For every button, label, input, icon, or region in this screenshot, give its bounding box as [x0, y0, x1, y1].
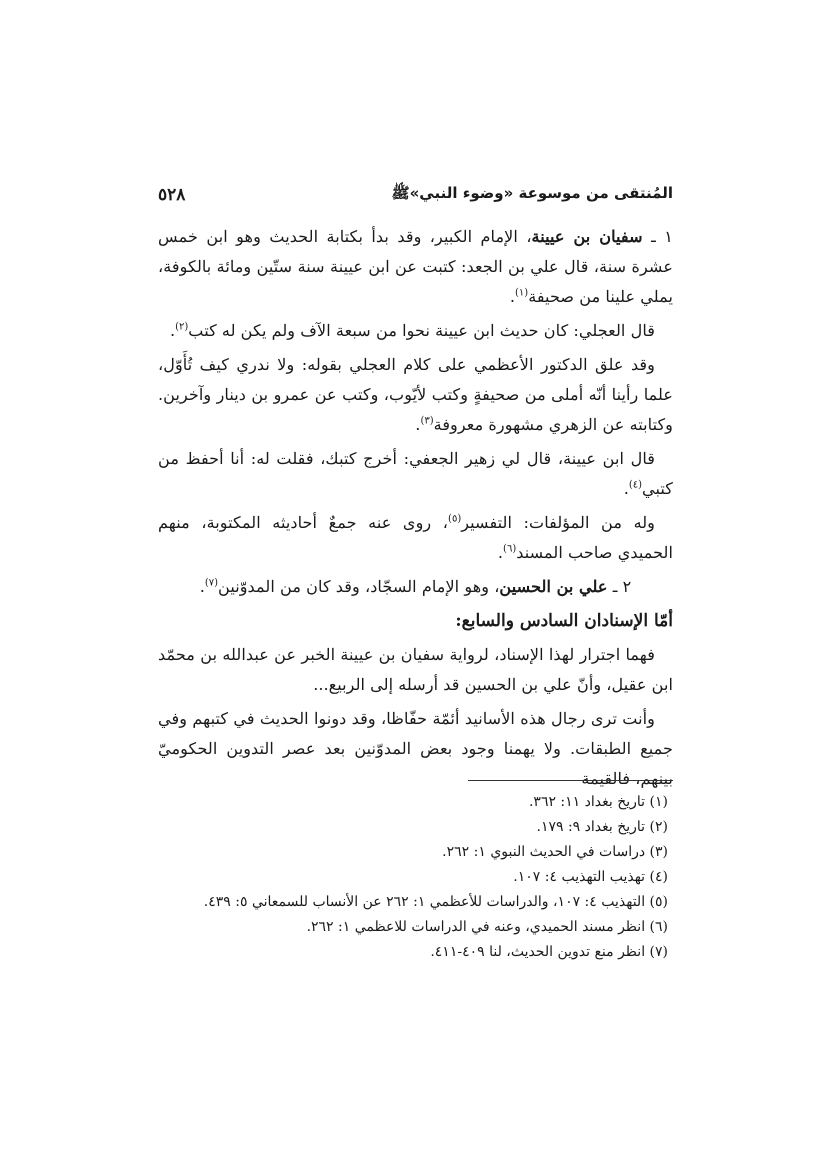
paragraph-text: ، وهو الإمام السجّاد، وقد كان من المدوّنين: [218, 577, 500, 596]
narrator-name: سفيان بن عيينة: [531, 227, 643, 246]
item-number: ٢ ـ: [612, 577, 632, 596]
paragraph-text: قال العجلي: كان حديث ابن عيينة نحوا من سبعة الآف ولم يكن له كتب: [188, 321, 655, 340]
footnote: (٦) انظر مسند الحميدي، وعنه في الدراسات للاعظمي ١: ٢٦٢.: [306, 919, 668, 935]
footnote: (٤) تهذيب التهذيب ٤: ١٠٧.: [513, 869, 668, 885]
running-title: المُنتقى من موسوعة «وضوء النبي»ﷺ: [391, 184, 673, 202]
paragraph-text: قال ابن عيينة، قال لي زهير الجعفي: أخرج كتبك، فقلت له: أنا أحفظ من كتبي: [158, 449, 673, 498]
paragraph-works: وله من المؤلفات: التفسير$^{(٥)}$، روى عنه جمعٌ أحاديثه المكتوبة، منهم الحميدي صاحب المسند$^{(٦)}$.: [158, 513, 673, 562]
footnote: (٢) تاريخ بغداد ٩: ١٧٩.: [536, 819, 668, 835]
paragraph-ijli: قال العجلي: كان حديث ابن عيينة نحوا من سبعة الآف ولم يكن له كتب$^{(٢)}$.: [169, 321, 655, 340]
footnote-ref[interactable]: (٢): [175, 321, 189, 333]
footnote: (٧) انظر منع تدوين الحديث، لنا ٤٠٩-٤١١.: [430, 944, 668, 960]
footnote-ref[interactable]: (٣): [420, 415, 434, 427]
footnotes: [158, 790, 668, 965]
paragraph-sufyan: ١ ـ سفيان بن عيينة، الإمام الكبير، وقد بدأ بكتابة الحديث وهو ابن خمس عشرة سنة، قال علي بن الجعد: كتبت عن ابن عيينة سنة ستّين ومائة بالكوفة، يملي علينا من صحيفة$^{(١)}$.: [158, 227, 673, 306]
footnote-ref[interactable]: (١): [515, 287, 529, 299]
footnote: (٥) التهذيب ٤: ١٠٧، والدراسات للأعظمي ١: ٢٦٢ عن الأنساب للسمعاني ٥: ٤٣٩.: [203, 894, 668, 910]
paragraph-ali: ٢ ـ علي بن الحسين، وهو الإمام السجّاد، وقد كان من المدوّنين$^{(٧)}$.: [199, 577, 632, 596]
paragraph-isnad: فهما اجترار لهذا الإسناد، لرواية سفيان بن عيينة الخبر عن عبدالله بن محمّد ابن عقيل، وأنّ علي بن الحسين قد أرسله إلى الربيع...: [158, 645, 673, 694]
footnote: (١) تاريخ بغداد ١١: ٣٦٢.: [528, 794, 668, 810]
paragraph-text: ، الإمام الكبير، وقد بدأ بكتابة الحديث وهو ابن خمس عشرة سنة، قال علي بن الجعد: كتبت عن ابن عيينة سنة ستّين ومائة بالكوفة، يملي علينا من صحيفة: [158, 227, 673, 306]
paragraph-text: وله من المؤلفات: التفسير: [461, 513, 655, 532]
section-heading: أمّا الإسنادان السادس والسابع:: [455, 611, 673, 631]
page-number: ٥٢٨: [158, 185, 186, 205]
footnote-ref[interactable]: (٥): [448, 513, 462, 525]
narrator-name: علي بن الحسين: [499, 577, 608, 596]
footnote: (٣) دراسات في الحديث النبوي ١: ٢٦٢.: [442, 844, 668, 860]
paragraph-zuhair: قال ابن عيينة، قال لي زهير الجعفي: أخرج كتبك، فقلت له: أنا أحفظ من كتبي$^{(٤)}$.: [158, 449, 673, 498]
footnote-ref[interactable]: (٤): [628, 479, 643, 491]
paragraph-text: وقد علق الدكتور الأعظمي على كلام العجلي بقوله: ولا ندري كيف تُأَوّل، علما رأينا أنّه أملى من صحيفةٍ وكتب لأيّوب، وكتب عن عمرو بن دينار وآخرين. وكتابته عن الزهري مشهورة معروفة: [158, 355, 673, 434]
paragraph-text: ، روى عنه جمعٌ أحاديثه المكتوبة، منهم الحميدي صاحب المسند: [158, 513, 673, 562]
footnote-divider: [468, 780, 673, 781]
main-text: [158, 222, 673, 798]
page-header: [158, 180, 673, 210]
paragraph-conclusion: وأنت ترى رجال هذه الأسانيد أئمّة حفّاظا، وقد دونوا الحديث في كتبهم وفي جميع الطبقات. ولا يهمنا وجود بعض المدوّنين بعد عصر التدوين الحكوميّ بينهم، فالقيمة: [158, 709, 673, 788]
item-number: ١ ـ: [651, 227, 673, 246]
footnote-ref[interactable]: (٦): [503, 543, 517, 555]
footnote-ref[interactable]: (٧): [204, 577, 219, 589]
paragraph-azami: وقد علق الدكتور الأعظمي على كلام العجلي بقوله: ولا ندري كيف تُأَوّل، علما رأينا أنّه أملى من صحيفةٍ وكتب لأيّوب، وكتب عن عمرو بن دينار وآخرين. وكتابته عن الزهري مشهورة معروفة$^{(٣)}$.: [158, 355, 673, 434]
